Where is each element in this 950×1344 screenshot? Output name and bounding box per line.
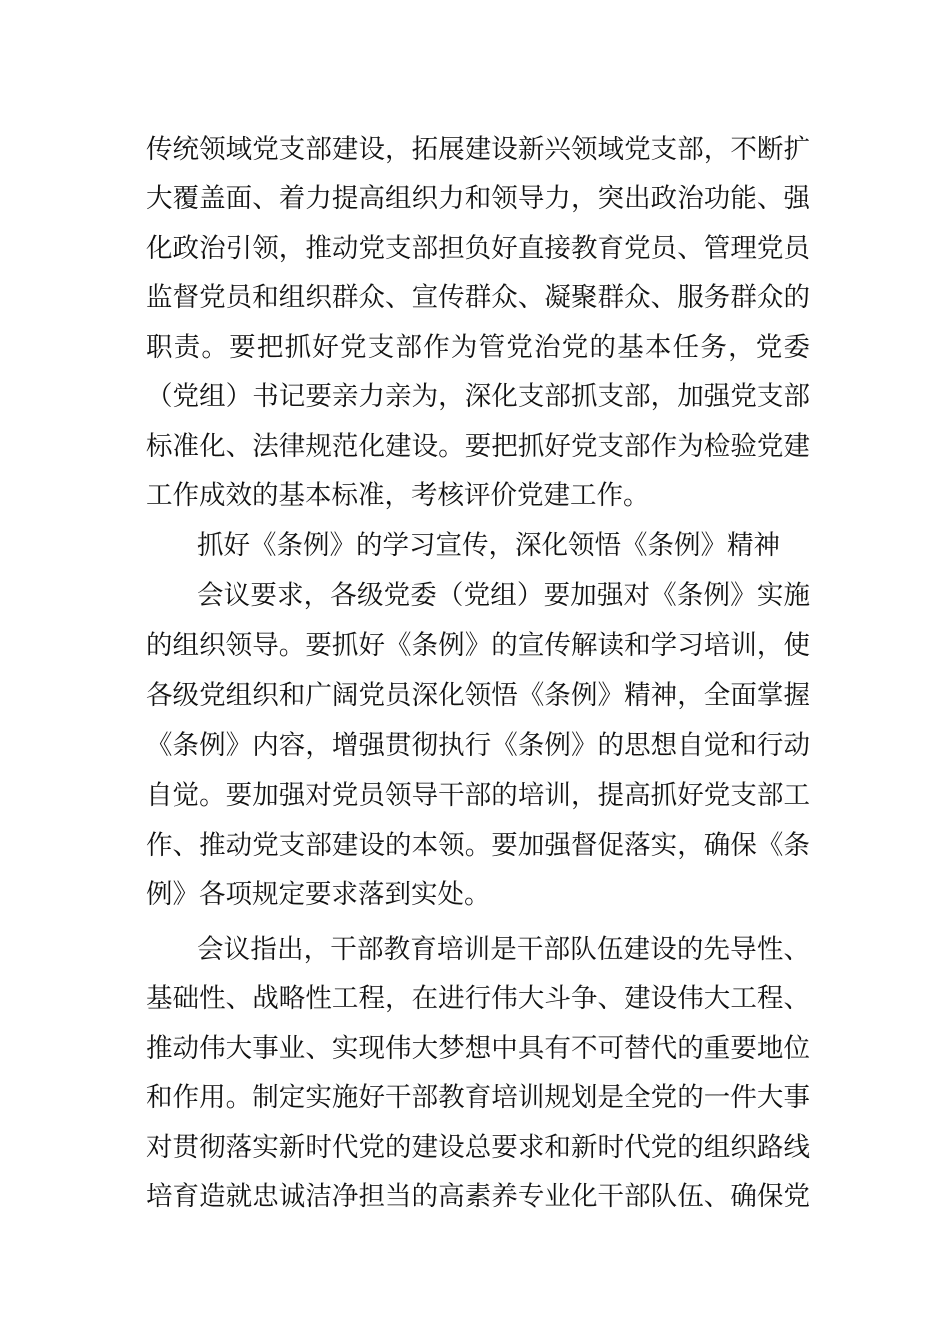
body-text-line: （党组）书记要亲力亲为，深化支部抓支部，加强党支部 [146, 381, 810, 412]
body-text-line: 推动伟大事业、实现伟大梦想中具有不可替代的重要地位 [146, 1033, 810, 1064]
body-text-line: 传统领域党支部建设，拓展建设新兴领域党支部，不断扩 [146, 134, 810, 165]
body-text-line: 培育造就忠诚洁净担当的高素养专业化干部队伍、确保党 [146, 1181, 810, 1212]
section-heading: 抓好《条例》的学习宣传，深化领悟《条例》精神 [197, 530, 780, 561]
body-text-line: 《条例》内容，增强贯彻执行《条例》的思想自觉和行动 [146, 730, 810, 761]
body-text-line: 大覆盖面、着力提高组织力和领导力，突出政治功能、强 [146, 183, 810, 214]
body-text-line: 例》各项规定要求落到实处。 [146, 879, 491, 910]
body-text-line: 对贯彻落实新时代党的建设总要求和新时代党的组织路线 [146, 1132, 810, 1163]
body-text-line: 各级党组织和广阔党员深化领悟《条例》精神，全面掌握 [146, 680, 810, 711]
body-text-line: 和作用。制定实施好干部教育培训规划是全党的一件大事 [146, 1082, 810, 1113]
body-text-line: 职责。要把抓好党支部作为管党治党的基本任务，党委 [146, 332, 810, 363]
body-text-line: 会议指出，干部教育培训是干部队伍建设的先导性、 [197, 934, 810, 965]
body-text-line: 基础性、战略性工程，在进行伟大斗争、建设伟大工程、 [146, 983, 810, 1014]
body-text-line: 自觉。要加强对党员领导干部的培训，提高抓好党支部工 [146, 780, 810, 811]
body-text-line: 作、推动党支部建设的本领。要加强督促落实，确保《条 [146, 830, 810, 861]
body-text-line: 化政治引领，推动党支部担负好直接教育党员、管理党员 [146, 233, 810, 264]
body-text-line: 监督党员和组织群众、宣传群众、凝聚群众、服务群众的 [146, 282, 810, 313]
body-text-line: 会议要求，各级党委（党组）要加强对《条例》实施 [197, 580, 810, 611]
body-text-line: 的组织领导。要抓好《条例》的宣传解读和学习培训，使 [146, 630, 810, 661]
body-text-line: 工作成效的基本标准，考核评价党建工作。 [146, 480, 650, 511]
body-text-line: 标准化、法律规范化建设。要把抓好党支部作为检验党建 [146, 431, 810, 462]
